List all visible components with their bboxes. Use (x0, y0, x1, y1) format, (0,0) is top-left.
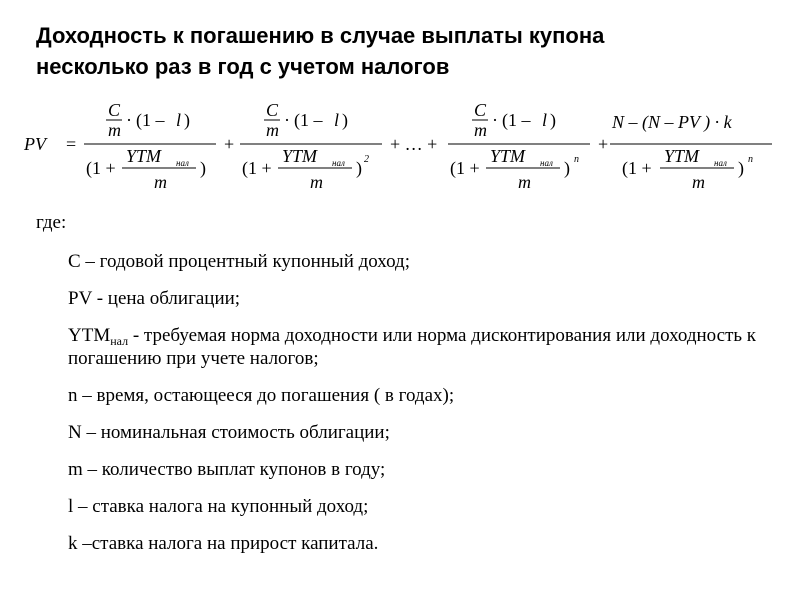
formula-lhs: PV (24, 134, 46, 154)
formula-equals: = (66, 134, 77, 154)
termn-power: n (574, 154, 579, 165)
term1-dot: · (126, 110, 132, 130)
formula-term-n (448, 100, 590, 192)
term1-ytm-m: m (154, 172, 167, 192)
definition-YTM-prefix: YTM (68, 325, 111, 346)
title-line-2: несколько раз в год с учетом налогов (36, 54, 450, 79)
formula-plus-1: + (224, 134, 235, 154)
term2-one-plus: (1 + (242, 158, 272, 178)
title-line-1: Доходность к погашению в случае выплаты купона (36, 23, 605, 48)
term2-ytm-sub: нал (332, 158, 345, 168)
definition-YTM-sub: нал (110, 334, 129, 348)
termn-ytm-m: m (518, 172, 531, 192)
term2-power: 2 (364, 154, 369, 165)
term1-close: ) (184, 110, 190, 130)
where-label: где: (36, 212, 67, 233)
term1-l: l (176, 110, 182, 130)
term2-ytm: YTM (282, 146, 318, 166)
term1-one-minus: (1 – (136, 110, 165, 130)
ytm-formula (18, 96, 788, 200)
definition-k: k –ставка налога на прирост капитала. (68, 533, 379, 554)
definition-N: N – номинальная стоимость облигации; (68, 422, 390, 443)
term2-one-minus: (1 – (294, 110, 323, 130)
definition-l: l – ставка налога на купонный доход; (68, 496, 369, 517)
termn-l: l (542, 110, 548, 130)
term2-ytm-m: m (310, 172, 323, 192)
term2-C: C (266, 100, 279, 120)
term1-one-plus: (1 + (86, 158, 116, 178)
last-one-plus: (1 + (622, 158, 652, 178)
term2-l: l (334, 110, 340, 130)
term1-ytm-sub: нал (176, 158, 189, 168)
formula-svg (18, 96, 788, 200)
last-ytm: YTM (664, 146, 700, 166)
definition-YTM (68, 324, 768, 370)
termn-m: m (474, 120, 487, 140)
term2-denom-close: ) (356, 158, 362, 178)
termn-ytm-sub: нал (540, 158, 553, 168)
last-denom-close: ) (738, 158, 744, 178)
term2-m: m (266, 120, 279, 140)
term2-close: ) (342, 110, 348, 130)
formula-ellipsis: + … + (390, 134, 438, 154)
last-power: n (748, 154, 753, 165)
term1-C: C (108, 100, 121, 120)
termn-dot: · (492, 110, 498, 130)
definition-YTM-text: - требуемая норма доходности или норма дисконтирования или доходность к погашению при учете налогов; (68, 325, 757, 369)
term1-m: m (108, 120, 121, 140)
termn-close: ) (550, 110, 556, 130)
last-ytm-sub: нал (714, 158, 727, 168)
formula-term-2 (240, 100, 382, 192)
definition-m: m – количество выплат купонов в году; (68, 459, 386, 480)
formula-term-last (610, 112, 772, 192)
last-numerator: N – (N – PV ) · k (612, 112, 732, 132)
term2-dot: · (284, 110, 290, 130)
slide-title (36, 20, 776, 82)
definition-PV: PV - цена облигации; (68, 288, 241, 309)
termn-C: C (474, 100, 487, 120)
last-ytm-m: m (692, 172, 705, 192)
definition-C: C – годовой процентный купонный доход; (68, 251, 410, 272)
termn-denom-close: ) (564, 158, 570, 178)
formula-term-1 (84, 100, 216, 192)
term1-ytm: YTM (126, 146, 162, 166)
termn-ytm: YTM (490, 146, 526, 166)
definition-n: n – время, остающееся до погашения ( в годах); (68, 385, 455, 406)
formula-plus-last: + (598, 134, 609, 154)
definitions-list (68, 250, 768, 569)
termn-one-minus: (1 – (502, 110, 531, 130)
term1-denom-close: ) (200, 158, 206, 178)
termn-one-plus: (1 + (450, 158, 480, 178)
